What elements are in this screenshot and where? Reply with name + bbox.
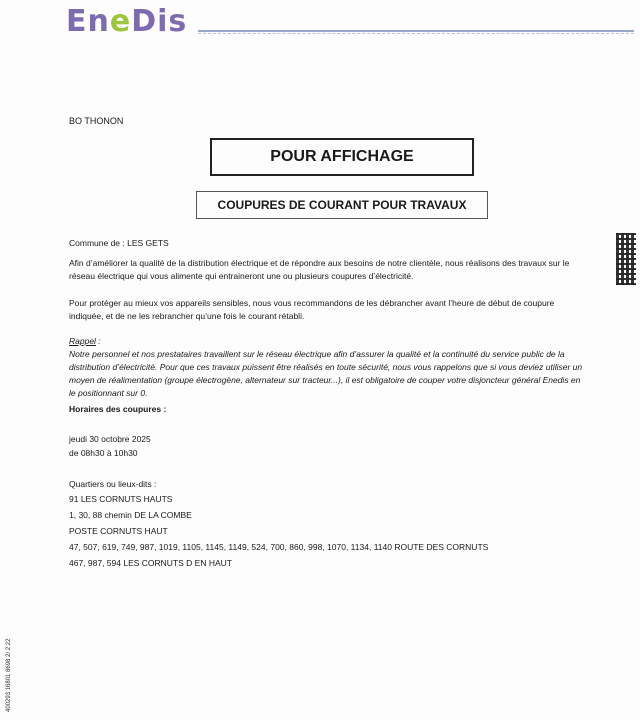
- horaires-heading: Horaires des coupures :: [69, 404, 167, 414]
- title-text: POUR AFFICHAGE: [270, 148, 414, 165]
- date-line: jeudi 30 octobre 2025: [69, 434, 151, 444]
- location-item: 47, 507, 619, 749, 987, 1019, 1105, 1145, 1149, 524, 700, 860, 998, 1070, 1134, 1140 ROUTE DES CORNUTS: [69, 542, 489, 552]
- title-box: [210, 138, 474, 176]
- sender-name: BO THONON: [69, 116, 124, 126]
- qr-code: [616, 233, 636, 285]
- header-rule-dashed: [198, 33, 634, 34]
- logo-text-3: Dis: [131, 4, 188, 39]
- rappel-text: Notre personnel et nos prestataires travaillent sur le réseau électrique afin d’assurer la qualité et la continuité du service public de la distribution d’électricité. Pour que ces travaux puissent être réalisés en toute sécurité, nous vous rappelons que si vous deviez utiliser un moyen de réalimentation (groupe électrogène, alternateur sur tracteur...), il est obligatoire de couper votre disjoncteur général Enedis en le positionnant sur 0.: [69, 349, 583, 398]
- location-item: 1, 30, 88 chemin DE LA COMBE: [69, 510, 192, 520]
- logo-text-1: En: [66, 4, 110, 39]
- subtitle-box: [196, 191, 488, 219]
- logo-text-2: e: [109, 4, 132, 39]
- commune-line: Commune de : LES GETS: [69, 238, 169, 248]
- rappel-block: [69, 335, 589, 400]
- location-item: 91 LES CORNUTS HAUTS: [69, 494, 173, 504]
- rappel-label: Rappel: [69, 336, 96, 346]
- paragraph-intro: Afin d’améliorer la qualité de la distribution électrique et de répondre aux besoins de notre clientèle, nous réalisons des travaux sur le réseau électrique qui vous alimente qui entraineront une ou plusieurs coupures d’électricité.: [69, 258, 570, 281]
- side-reference-code: 400293 16801 8698 2/ 2 22: [6, 638, 12, 712]
- header-rule: [198, 30, 634, 32]
- paragraph-protection: Pour protéger au mieux vos appareils sensibles, nous vous recommandons de les débrancher avant l’heure de début de coupure indiquée, et de ne les rebrancher qu’une fois le courant rétabli.: [69, 298, 555, 321]
- enedis-logo: [66, 4, 187, 39]
- location-item: 467, 987, 594 LES CORNUTS D EN HAUT: [69, 558, 232, 568]
- rappel-colon: :: [95, 336, 101, 346]
- quartiers-heading: Quartiers ou lieux-dits :: [69, 479, 157, 489]
- location-item: POSTE CORNUTS HAUT: [69, 526, 168, 536]
- subtitle-text: COUPURES DE COURANT POUR TRAVAUX: [217, 198, 467, 212]
- time-line: de 08h30 à 10h30: [69, 448, 138, 458]
